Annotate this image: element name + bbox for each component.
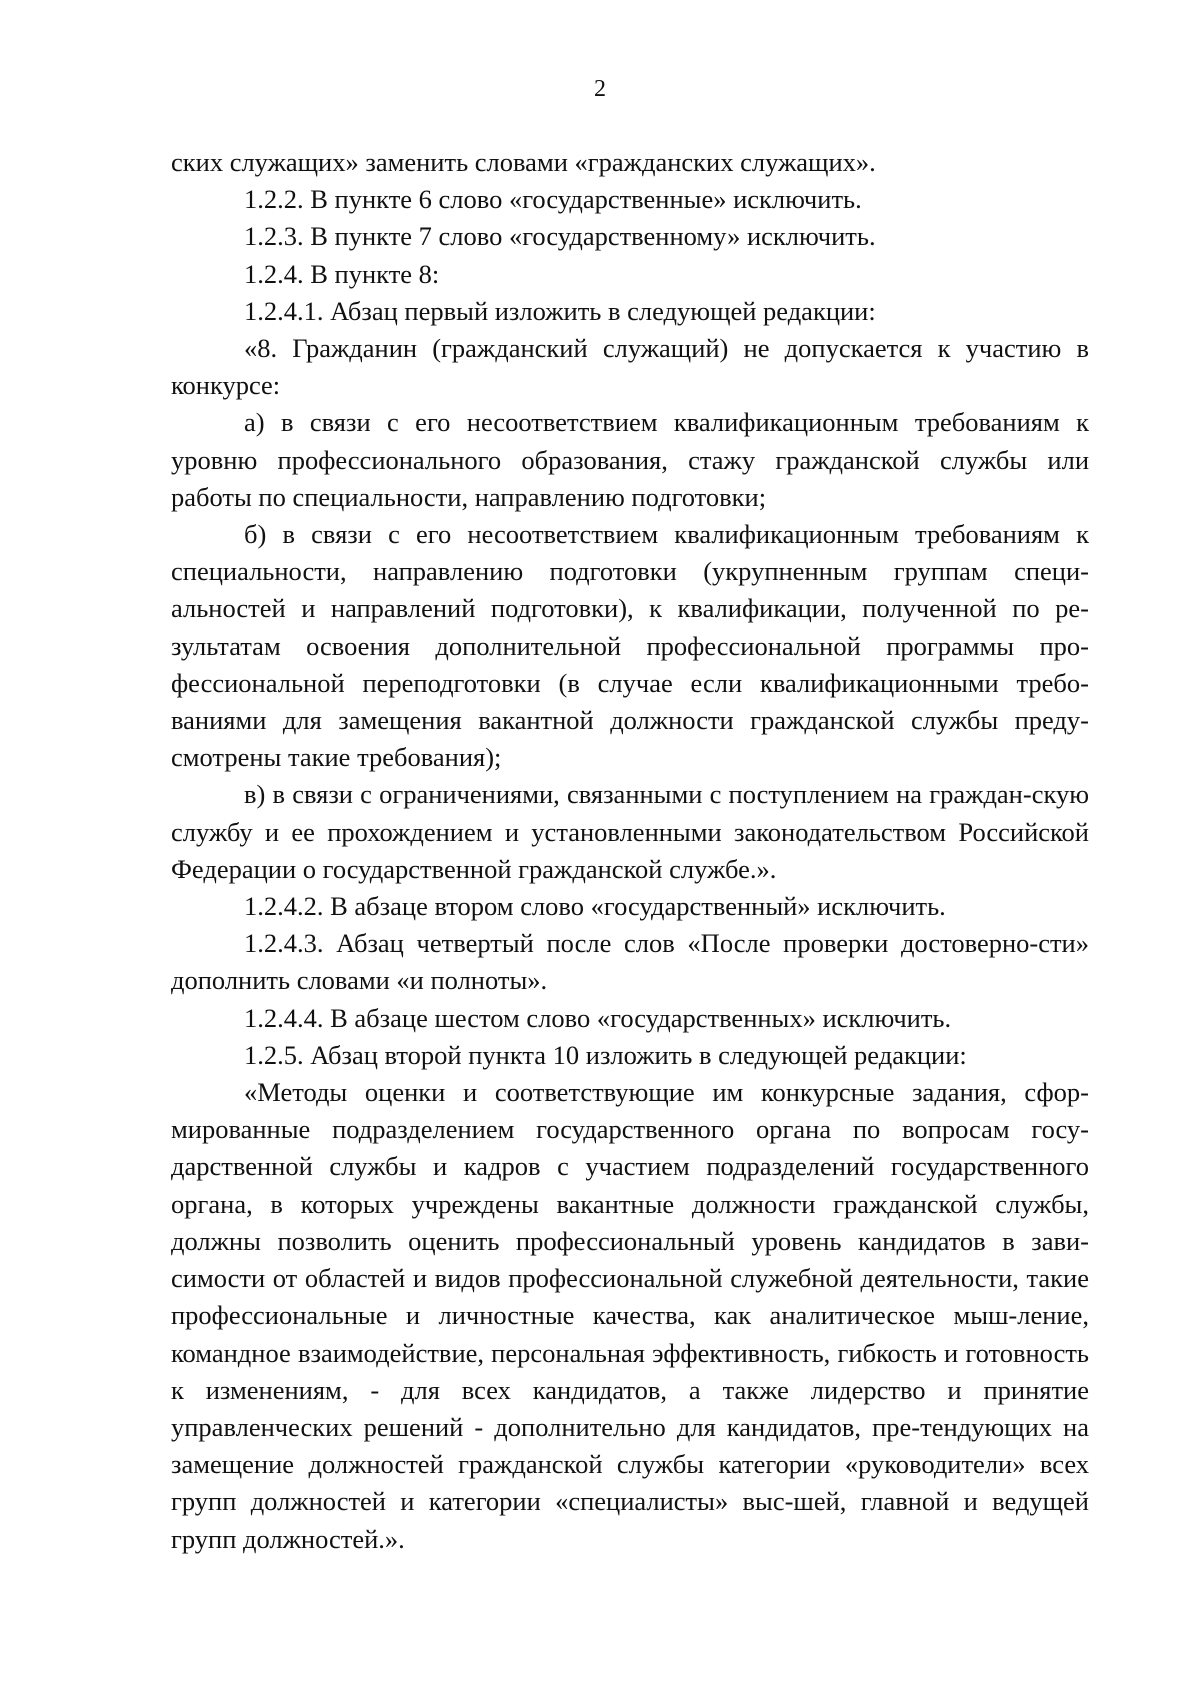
paragraph-evaluation-methods: «Методы оценки и соответствующие им конкурсные задания, сфор-мированные подразделением государственного органа по вопросам госу-дарственной службы и кадров с участием подразделений государственного органа, в которых учреждены вакантные должности гражданской службы, должны позволить оценить профессиональный уровень кандидатов в зави-симости от областей и видов профессиональной служебной деятельности, такие профессиональные и личностные качества, как аналитическое мыш-ление, командное взаимодействие, персональная эффективность, гибкость и готовность к изменениям, - для всех кандидатов, а также лидерство и принятие управленческих решений - дополнительно для кандидатов, пре-тендующих на замещение должностей гражданской службы категории «руководители» всех групп должностей и категории «специалисты» выс-шей, главной и ведущей групп должностей.». bbox=[171, 1077, 1089, 1554]
paragraph-1-2-4-2: 1.2.4.2. В абзаце втором слово «государственный» исключить. bbox=[244, 891, 946, 922]
paragraph-item-b: б) в связи с его несоответствием квалификационным требованиям к специальности, направлению подготовки (укрупненным группам специ-альностей и направлений подготовки), к квалификации, полученной по ре-зультатам освоения дополнительной профессиональной программы про-фессиональной переподготовки (в случае если квалификационными требо-ваниями для замещения вакантной должности гражданской службы преду-смотрены такие требования); bbox=[171, 519, 1089, 773]
paragraph-item-a: а) в связи с его несоответствием квалификационным требованиям к уровню профессионального образования, стажу гражданской службы или работы по специальности, направлению подготовки; bbox=[171, 407, 1089, 512]
paragraph-1-2-4-4: 1.2.4.4. В абзаце шестом слово «государственных» исключить. bbox=[244, 1002, 952, 1033]
page-number: 2 bbox=[594, 76, 606, 102]
paragraph-1-2-4-1: 1.2.4.1. Абзац первый изложить в следующей редакции: bbox=[244, 295, 876, 326]
document-body bbox=[171, 144, 1089, 1558]
paragraph-item-v: в) в связи с ограничениями, связанными с поступлением на граждан-скую службу и ее прохождением и установленными законодательством Российской Федерации о государственной гражданской службе.». bbox=[171, 779, 1089, 884]
paragraph-1-2-4: 1.2.4. В пункте 8: bbox=[244, 258, 440, 289]
paragraph-1-2-3: 1.2.3. В пункте 7 слово «государственному» исключить. bbox=[244, 221, 876, 252]
paragraph-1-2-4-3: 1.2.4.3. Абзац четвертый после слов «После проверки достоверно-сти» дополнить словами «и полноты». bbox=[171, 928, 1089, 996]
paragraph-point-8: «8. Гражданин (гражданский служащий) не допускается к участию в конкурсе: bbox=[171, 333, 1089, 401]
paragraph-1-2-2: 1.2.2. В пункте 6 слово «государственные» исключить. bbox=[244, 184, 862, 215]
paragraph-continuation: ских служащих» заменить словами «гражданских служащих». bbox=[171, 147, 876, 177]
paragraph-1-2-5: 1.2.5. Абзац второй пункта 10 изложить в следующей редакции: bbox=[244, 1039, 967, 1070]
